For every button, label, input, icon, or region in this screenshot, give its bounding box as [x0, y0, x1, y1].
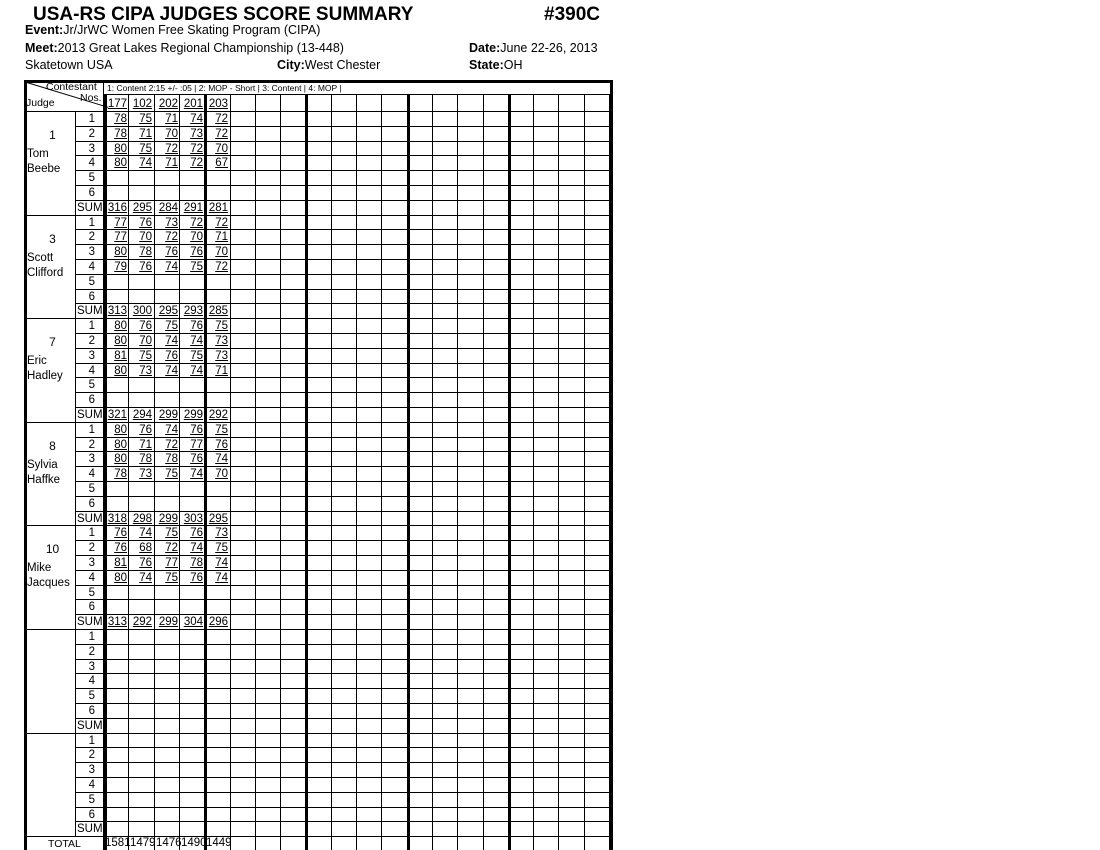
score-cell: 74: [165, 335, 178, 347]
row-line: [75, 821, 610, 822]
element-number: 4: [88, 572, 95, 584]
score-cell: 72: [215, 128, 228, 140]
score-cell: 75: [215, 320, 228, 332]
contestant-number: 102: [132, 98, 152, 110]
sum-label: SUM: [77, 305, 103, 317]
element-number: 4: [88, 261, 95, 273]
sum-label: SUM: [77, 409, 103, 421]
contestant-total: 1490: [181, 837, 207, 849]
score-cell: 76: [215, 439, 228, 451]
score-cell: 70: [139, 231, 152, 243]
score-cell: 75: [215, 424, 228, 436]
sum-label: SUM: [77, 513, 103, 525]
score-cell: 78: [114, 468, 127, 480]
judge-sum-cell: 295: [208, 513, 228, 525]
city-value: West Chester: [304, 58, 381, 72]
score-cell: 74: [139, 572, 152, 584]
element-number: 3: [88, 661, 95, 673]
total-label: TOTAL: [48, 838, 81, 850]
score-cell: 72: [215, 217, 228, 229]
column-group-divider: [609, 94, 612, 850]
judge-sum-cell: 321: [107, 409, 127, 421]
event-value: Jr/JrWC Women Free Skating Program (CIPA): [63, 23, 321, 37]
score-cell: 74: [190, 335, 203, 347]
column-divider: [331, 94, 332, 850]
element-number: 4: [88, 779, 95, 791]
score-cell: 72: [165, 542, 178, 554]
row-line: [75, 703, 610, 704]
row-line: [75, 644, 610, 645]
score-cell: 78: [114, 113, 127, 125]
score-cell: 72: [165, 143, 178, 155]
judge-number: 8: [49, 439, 56, 453]
row-line: [75, 673, 610, 674]
meet-label: Meet:: [25, 41, 58, 55]
score-cell: 74: [190, 468, 203, 480]
row-line: [75, 599, 610, 600]
header-bottom: [24, 111, 610, 112]
corner-contestant-label: Contestant: [46, 81, 97, 93]
score-cell: 76: [139, 217, 152, 229]
element-number: 3: [88, 764, 95, 776]
row-line: [75, 777, 610, 778]
score-cell: 77: [165, 557, 178, 569]
score-cell: 77: [114, 231, 127, 243]
element-number: 5: [88, 483, 95, 495]
row-line: [75, 259, 610, 260]
row-line: [75, 200, 610, 201]
score-cell: 72: [190, 217, 203, 229]
element-number: 4: [88, 675, 95, 687]
score-cell: 81: [114, 350, 127, 362]
score-cell: 75: [215, 542, 228, 554]
judge-first-name: Scott: [27, 252, 54, 264]
score-cell: 76: [190, 320, 203, 332]
score-cell: 73: [215, 527, 228, 539]
score-cell: 77: [114, 217, 127, 229]
element-number: 2: [88, 335, 95, 347]
program-legend: 1: Content 2:15 +/- :05 | 2: MOP - Short | 3: Content | 4: MOP |: [107, 83, 342, 93]
score-cell: 72: [215, 113, 228, 125]
element-number: 3: [88, 246, 95, 258]
score-cell: 72: [165, 231, 178, 243]
score-cell: 74: [165, 424, 178, 436]
score-cell: 70: [215, 143, 228, 155]
corner-nos-label: Nos.: [80, 92, 102, 104]
element-number: 5: [88, 276, 95, 288]
judge-sum-cell: 313: [107, 616, 127, 628]
contestant-total: 1476: [156, 837, 182, 849]
score-cell: 76: [190, 453, 203, 465]
row-line: [75, 585, 610, 586]
element-number: 3: [88, 143, 95, 155]
score-cell: 74: [139, 157, 152, 169]
judge-first-name: Sylvia: [27, 459, 58, 471]
judge-block-divider: [24, 733, 610, 734]
column-divider: [457, 94, 458, 850]
form-number: #390C: [544, 4, 600, 25]
event-label: Event:: [25, 23, 64, 37]
row-line: [75, 141, 610, 142]
row-line: [75, 437, 610, 438]
score-cell: 80: [114, 335, 127, 347]
judge-sum-cell: 316: [107, 202, 127, 214]
judge-sum-cell: 299: [183, 409, 203, 421]
element-number: 1: [88, 735, 95, 747]
score-cell: 75: [139, 113, 152, 125]
element-number: 1: [88, 527, 95, 539]
score-cell: 80: [114, 439, 127, 451]
score-cell: 76: [114, 542, 127, 554]
judge-block-divider: [24, 629, 610, 630]
score-cell: 70: [215, 246, 228, 258]
score-cell: 79: [114, 261, 127, 273]
state-label: State:: [469, 58, 504, 72]
sum-label: SUM: [77, 823, 103, 835]
score-cell: 78: [114, 128, 127, 140]
row-line: [75, 540, 610, 541]
column-group-divider: [407, 94, 410, 850]
judge-block-divider: [24, 422, 610, 423]
row-line: [75, 747, 610, 748]
score-cell: 76: [190, 246, 203, 258]
element-number: 6: [88, 498, 95, 510]
row-line: [75, 170, 610, 171]
score-cell: 76: [190, 572, 203, 584]
score-cell: 72: [190, 143, 203, 155]
score-cell: 75: [165, 572, 178, 584]
element-number: 6: [88, 291, 95, 303]
score-cell: 76: [139, 261, 152, 273]
score-cell: 76: [190, 527, 203, 539]
score-cell: 75: [165, 320, 178, 332]
row-line: [75, 126, 610, 127]
score-cell: 71: [165, 113, 178, 125]
score-cell: 80: [114, 143, 127, 155]
row-line: [75, 333, 610, 334]
score-cell: 74: [139, 527, 152, 539]
score-cell: 71: [165, 157, 178, 169]
element-number: 6: [88, 187, 95, 199]
score-cell: 80: [114, 453, 127, 465]
judge-sum-cell: 300: [132, 305, 152, 317]
score-cell: 70: [165, 128, 178, 140]
score-cell: 76: [139, 557, 152, 569]
score-cell: 74: [190, 542, 203, 554]
judge-sum-cell: 299: [158, 513, 178, 525]
column-divider: [255, 94, 256, 850]
score-cell: 76: [165, 246, 178, 258]
judge-block-divider: [24, 525, 610, 526]
score-cell: 70: [215, 468, 228, 480]
column-divider: [356, 94, 357, 850]
row-line: [75, 496, 610, 497]
score-cell: 74: [190, 365, 203, 377]
score-cell: 76: [165, 350, 178, 362]
element-number: 1: [88, 113, 95, 125]
score-cell: 73: [165, 217, 178, 229]
city-label: City:: [277, 58, 305, 72]
page-title: USA-RS CIPA JUDGES SCORE SUMMARY: [33, 4, 414, 25]
score-cell: 72: [190, 157, 203, 169]
score-cell: 74: [215, 453, 228, 465]
judge-last-name: Haffke: [27, 474, 61, 486]
judge-last-name: Jacques: [27, 577, 70, 589]
element-number: 3: [88, 453, 95, 465]
row-line: [75, 718, 610, 719]
element-number: 4: [88, 365, 95, 377]
score-cell: 71: [139, 439, 152, 451]
score-cell: 80: [114, 320, 127, 332]
score-cell: 80: [114, 365, 127, 377]
contestant-number: 202: [158, 98, 178, 110]
state-value: OH: [503, 58, 523, 72]
score-cell: 76: [114, 527, 127, 539]
element-number: 6: [88, 809, 95, 821]
judge-number: 1: [49, 128, 56, 142]
row-line: [75, 274, 610, 275]
judge-number: 7: [49, 335, 56, 349]
judge-number: 3: [49, 232, 56, 246]
column-divider: [230, 94, 231, 850]
column-divider: [584, 94, 585, 850]
row-line: [75, 659, 610, 660]
row-line: [75, 407, 610, 408]
contestant-total: 1581: [105, 837, 131, 849]
score-cell: 74: [190, 113, 203, 125]
row-line: [75, 511, 610, 512]
contestant-number: 201: [183, 98, 203, 110]
score-cell: 73: [215, 335, 228, 347]
column-divider: [533, 94, 534, 850]
score-cell: 75: [190, 261, 203, 273]
element-number: 1: [88, 217, 95, 229]
date-line: [469, 41, 598, 55]
score-cell: 70: [190, 231, 203, 243]
score-cell: 74: [215, 572, 228, 584]
judge-block-divider: [24, 318, 610, 319]
element-number: 1: [88, 424, 95, 436]
judge-sum-cell: 284: [158, 202, 178, 214]
judge-number: 10: [45, 542, 60, 556]
score-cell: 71: [215, 231, 228, 243]
row-line: [75, 792, 610, 793]
city-line: [277, 58, 380, 72]
score-cell: 78: [139, 453, 152, 465]
judge-sum-cell: 299: [158, 616, 178, 628]
date-label: Date:: [469, 41, 501, 55]
judge-sum-cell: 291: [183, 202, 203, 214]
judge-last-name: Clifford: [27, 267, 64, 279]
element-number: 5: [88, 794, 95, 806]
score-cell: 68: [139, 542, 152, 554]
score-cell: 71: [139, 128, 152, 140]
judge-sum-cell: 285: [208, 305, 228, 317]
row-line: [75, 303, 610, 304]
score-cell: 67: [215, 157, 228, 169]
column-divider: [432, 94, 433, 850]
element-number: 2: [88, 231, 95, 243]
row-line: [75, 185, 610, 186]
score-cell: 75: [139, 143, 152, 155]
event-line: [25, 23, 320, 37]
element-number: 5: [88, 587, 95, 599]
row-line: [75, 570, 610, 571]
sum-label: SUM: [77, 616, 103, 628]
score-cell: 76: [190, 424, 203, 436]
score-cell: 78: [139, 246, 152, 258]
element-number: 1: [88, 320, 95, 332]
score-cell: 75: [165, 468, 178, 480]
score-cell: 73: [139, 365, 152, 377]
date-value: June 22-26, 2013: [500, 41, 598, 55]
row-line: [75, 244, 610, 245]
judge-sum-cell: 298: [132, 513, 152, 525]
element-number: 2: [88, 749, 95, 761]
score-cell: 70: [139, 335, 152, 347]
meet-value: 2013 Great Lakes Regional Championship (13-448): [57, 41, 344, 55]
judge-sum-cell: 304: [183, 616, 203, 628]
judge-sum-cell: 299: [158, 409, 178, 421]
score-cell: 72: [215, 261, 228, 273]
judge-first-name: Eric: [27, 355, 47, 367]
judge-sum-cell: 294: [132, 409, 152, 421]
judge-sum-cell: 303: [183, 513, 203, 525]
score-cell: 80: [114, 424, 127, 436]
element-number: 2: [88, 646, 95, 658]
column-divider: [280, 94, 281, 850]
score-cell: 78: [165, 453, 178, 465]
judge-last-name: Hadley: [27, 370, 63, 382]
row-line: [75, 481, 610, 482]
venue: Skatetown USA: [25, 58, 113, 72]
judge-last-name: Beebe: [27, 163, 61, 175]
row-line: [75, 289, 610, 290]
row-line: [75, 688, 610, 689]
judge-sum-cell: 281: [208, 202, 228, 214]
element-number: 3: [88, 350, 95, 362]
contestant-number: 177: [107, 98, 127, 110]
contestant-number: 203: [208, 98, 228, 110]
judge-first-name: Mike: [27, 562, 52, 574]
row-line: [75, 466, 610, 467]
element-number: 1: [88, 631, 95, 643]
judge-block-divider: [24, 215, 610, 216]
score-cell: 72: [165, 439, 178, 451]
element-number: 6: [88, 705, 95, 717]
element-number: 5: [88, 690, 95, 702]
judge-sum-cell: 295: [158, 305, 178, 317]
judge-sum-cell: 296: [208, 616, 228, 628]
corner-judge-label: Judge: [26, 97, 55, 109]
row-line: [75, 348, 610, 349]
row-line: [75, 762, 610, 763]
judge-sum-cell: 293: [183, 305, 203, 317]
element-number: 5: [88, 379, 95, 391]
state-line: [469, 58, 522, 72]
meet-line: [25, 41, 344, 55]
score-cell: 71: [215, 365, 228, 377]
sum-label: SUM: [77, 202, 103, 214]
contestant-total: 1479: [130, 837, 156, 849]
element-number: 5: [88, 172, 95, 184]
element-number: 2: [88, 439, 95, 451]
score-cell: 76: [139, 424, 152, 436]
score-cell: 74: [165, 261, 178, 273]
column-divider: [381, 94, 382, 850]
row-line: [75, 614, 610, 615]
score-cell: 78: [190, 557, 203, 569]
judge-sum-cell: 313: [107, 305, 127, 317]
score-cell: 75: [165, 527, 178, 539]
element-number: 4: [88, 157, 95, 169]
judge-sum-cell: 292: [132, 616, 152, 628]
score-cell: 76: [139, 320, 152, 332]
score-cell: 75: [190, 350, 203, 362]
score-cell: 80: [114, 246, 127, 258]
score-cell: 75: [139, 350, 152, 362]
row-line: [75, 363, 610, 364]
score-cell: 73: [190, 128, 203, 140]
element-number: 2: [88, 542, 95, 554]
sum-label: SUM: [77, 720, 103, 732]
judge-first-name: Tom: [27, 148, 49, 160]
judge-sum-cell: 295: [132, 202, 152, 214]
score-cell: 77: [190, 439, 203, 451]
column-divider: [558, 94, 559, 850]
element-number: 3: [88, 557, 95, 569]
judge-sum-cell: 292: [208, 409, 228, 421]
judge-sum-cell: 318: [107, 513, 127, 525]
column-divider: [483, 94, 484, 850]
score-cell: 74: [165, 365, 178, 377]
element-number: 6: [88, 601, 95, 613]
element-number: 4: [88, 468, 95, 480]
score-cell: 74: [215, 557, 228, 569]
score-cell: 73: [139, 468, 152, 480]
score-cell: 73: [215, 350, 228, 362]
score-cell: 80: [114, 572, 127, 584]
element-number: 6: [88, 394, 95, 406]
score-cell: 81: [114, 557, 127, 569]
element-number: 2: [88, 128, 95, 140]
column-group-divider: [305, 94, 308, 850]
row-line: [75, 555, 610, 556]
column-group-divider: [508, 94, 511, 850]
contestant-total: 1449: [206, 837, 232, 849]
score-cell: 80: [114, 157, 127, 169]
row-line: [75, 392, 610, 393]
row-line: [75, 807, 610, 808]
